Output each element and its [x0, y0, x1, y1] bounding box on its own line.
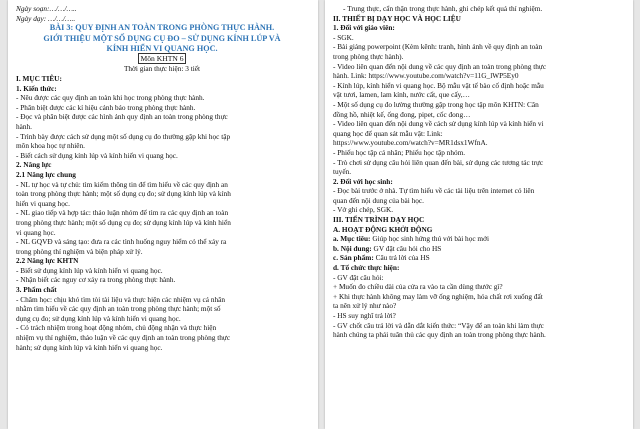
right-text-line: - Video liên quan đến nội dung về cách sử dụng kính lúp và kính hiển vi [333, 119, 544, 129]
left-text-line: - Đọc và phân biệt được các hình ảnh quy định an toàn trong phòng thực [16, 112, 228, 122]
right-text-line: b. Nội dung: GV đặt câu hỏi cho HS [333, 243, 442, 253]
right-heading: d. Tổ chức thực hiện: [333, 263, 400, 273]
left-text-line: toàn trong phòng thực hành; một số dụng cụ đo; sử dụng kính lúp và kính [16, 189, 231, 199]
right-text-line: - Kính lúp, kính hiển vi quang học. Bộ mẫu vật tế bào cố định hoặc mẫu [333, 80, 544, 90]
left-text-line: - Chăm học: chịu khó tìm tòi tài liệu và thực hiện các nhiệm vụ cá nhân [16, 294, 226, 304]
right-text-line: - HS suy nghĩ trả lời? [333, 311, 396, 320]
right-text-line: - SGK. [333, 32, 354, 42]
right-heading: 2. Đối với học sinh: [333, 176, 393, 186]
left-heading: 1. Kiến thức: [16, 83, 57, 93]
text-cursor-box[interactable]: Môn KHTN 6 [140, 54, 184, 64]
left-heading: 3. Phẩm chất [16, 285, 57, 295]
left-text-line: - Phân biệt được các kí hiệu cảnh báo trong phòng thực hành. [16, 102, 196, 112]
lesson-title-line-3: KÍNH HIỂN VI QUANG HỌC. [106, 44, 218, 53]
left-text-line: - Biết cách sử dụng kính lúp và kính hiển vi quang học. [16, 150, 178, 160]
lesson-title-line-1: BÀI 3: QUY ĐỊNH AN TOÀN TRONG PHÒNG THỰC HÀNH. [49, 23, 275, 33]
left-text-line: - Trình bày được cách sử dụng một số dụng cụ đo thường gặp khi học tập [16, 131, 231, 141]
right-text-line: - Bài giảng powerpoint (Kèm kênh: tranh, hình ảnh về quy định an toàn [333, 42, 543, 52]
right-text-line: a. Mục tiêu: Giúp học sinh hứng thú với bài học mới [333, 234, 489, 244]
left-text-line: hành. [16, 121, 33, 131]
lesson-title-line-2: GIỚI THIỆU MỘT SỐ DỤNG CỤ ĐO – SỬ DỤNG KÍNH LÚP VÀ [43, 33, 281, 43]
left-page-body [16, 74, 308, 352]
left-heading: 2.2 Năng lực KHTN [16, 256, 79, 266]
right-text-line: - Vở ghi chép, SGK. [333, 205, 394, 215]
left-text-line: - NL giao tiếp và hợp tác: thảo luận nhóm để tìm ra các quy định an toàn [16, 208, 229, 218]
left-text-line: môn khoa học tự nhiên. [16, 141, 86, 151]
date-prepared: Ngày soạn:…/…/….. [16, 4, 77, 13]
date-taught: Ngày dạy: …/…/….. [16, 13, 76, 23]
right-text-line: - Video liên quan đến nội dung về các quy định an toàn trong phòng thực [333, 61, 547, 71]
lesson-duration: Thời gian thực hiện: 3 tiết [123, 64, 201, 74]
right-text-line: - Trò chơi sử dụng câu hỏi liên quan đến bài, sử dụng các tương tác trực [333, 157, 544, 167]
right-heading: 1. Đối với giáo viên: [333, 23, 395, 33]
document-page-right[interactable] [325, 0, 633, 429]
right-text-line: hành. Link: https://www.youtube.com/watch?v=11G_lWP5Ey0 [333, 71, 519, 81]
left-text-line: dụng cụ đo; sử dụng kính lúp và kính hiển vi quang học. [16, 313, 181, 323]
right-heading: A. HOẠT ĐỘNG KHỞI ĐỘNG [333, 224, 433, 234]
right-text-line: tuyến. [333, 167, 352, 177]
subject-label [16, 54, 308, 64]
right-text-line: quang học để quan sát mẫu vật: Link: [333, 128, 443, 138]
right-text-line: c. Sản phẩm: Câu trả lời của HS [333, 253, 430, 263]
right-text-line: + Khi thực hành không may làm vỡ ống nghiệm, hóa chất rơi xuống đất [333, 291, 543, 301]
document-page-left[interactable] [8, 0, 318, 429]
left-text-line: - Nêu được các quy định an toàn khi học trong phòng thực hành. [16, 93, 205, 103]
left-text-line: - NL GQVĐ và sáng tạo: đưa ra các tình huống nguy hiểm có thể xảy ra [16, 237, 227, 247]
left-text-line: trong phòng thực hành; một số dụng cụ đo; sử dụng kính lúp và kính hiển [16, 217, 231, 227]
right-text-line: vật tươi, lamen, lam kính, nước cất, que cấy,… [333, 90, 470, 100]
left-text-line: trong phòng thí nghiệm và biện pháp xử lý. [16, 246, 143, 256]
right-page-body [333, 4, 623, 340]
left-heading: I. MỤC TIÊU: [16, 74, 62, 83]
right-text-line: - Trung thực, cẩn thận trong thực hành, ghi chép kết quả thí nghiệm. [343, 4, 543, 13]
left-text-line: - Nhận biết các nguy cơ xảy ra trong phòng thực hành. [16, 275, 176, 285]
left-text-line: - Biết sử dụng kính lúp và kính hiển vi quang học. [16, 265, 163, 275]
right-text-line: + Muốn đo chiều dài của cửa ra vào ta cần dùng thước gì? [333, 282, 503, 292]
right-text-line: quan đến nội dung của bài học. [333, 195, 424, 205]
right-text-line: - Đọc bài trước ở nhà. Tự tìm hiểu về các tài liệu trên internet có liên [333, 186, 535, 196]
right-text-line: ta nên xử lý như nào? [333, 301, 397, 311]
left-text-line: nhằm tìm hiểu về các quy định an toàn trong phòng thực hành; một số [16, 304, 221, 314]
left-text-line: nhiệm vụ thí nghiệm, thảo luận về các quy định an toàn trong phòng thực [16, 333, 231, 343]
right-text-line: - GV chốt câu trả lời và dẫn dắt kiến thức: “Vậy để an toàn khi làm thực [333, 320, 544, 330]
left-text-line: hiển vi quang học. [16, 198, 70, 208]
left-text-line: - NL tự học và tự chủ: tìm kiếm thông tin để tìm hiểu về các quy định an [16, 179, 228, 189]
right-text-line: - Một số dụng cụ đo lường thường gặp trong học tập môn KHTN: Cân [333, 99, 539, 109]
left-heading: 2.1 Năng lực chung [16, 169, 76, 179]
left-text-line: vi quang học. [16, 227, 56, 237]
right-text-line: https://www.youtube.com/watch?v=MR1dsx1WfnA. [333, 138, 488, 148]
left-text-line: hành; sử dụng kính lúp và kính hiển vi quang học. [16, 342, 163, 352]
right-heading: III. TIẾN TRÌNH DẠY HỌC [333, 215, 425, 225]
right-text-line: - Phiếu học tập cá nhân; Phiếu học tập nhóm. [333, 147, 466, 157]
left-heading: 2. Năng lực [16, 160, 52, 170]
right-text-line: hành chúng ta phải tuân thủ các quy định an toàn trong phòng thực hành. [333, 330, 546, 340]
right-text-line: trong phòng thực hành). [333, 51, 404, 61]
right-text-line: - GV đặt câu hỏi: [333, 272, 384, 282]
right-text-line: đồng hồ, nhiệt kế, ống đong, pipet, cốc đong… [333, 109, 471, 119]
left-text-line: - Có trách nhiệm trong hoạt động nhóm, chủ động nhận và thực hiện [16, 323, 217, 333]
right-heading: II. THIẾT BỊ DẠY HỌC VÀ HỌC LIỆU [333, 13, 461, 23]
